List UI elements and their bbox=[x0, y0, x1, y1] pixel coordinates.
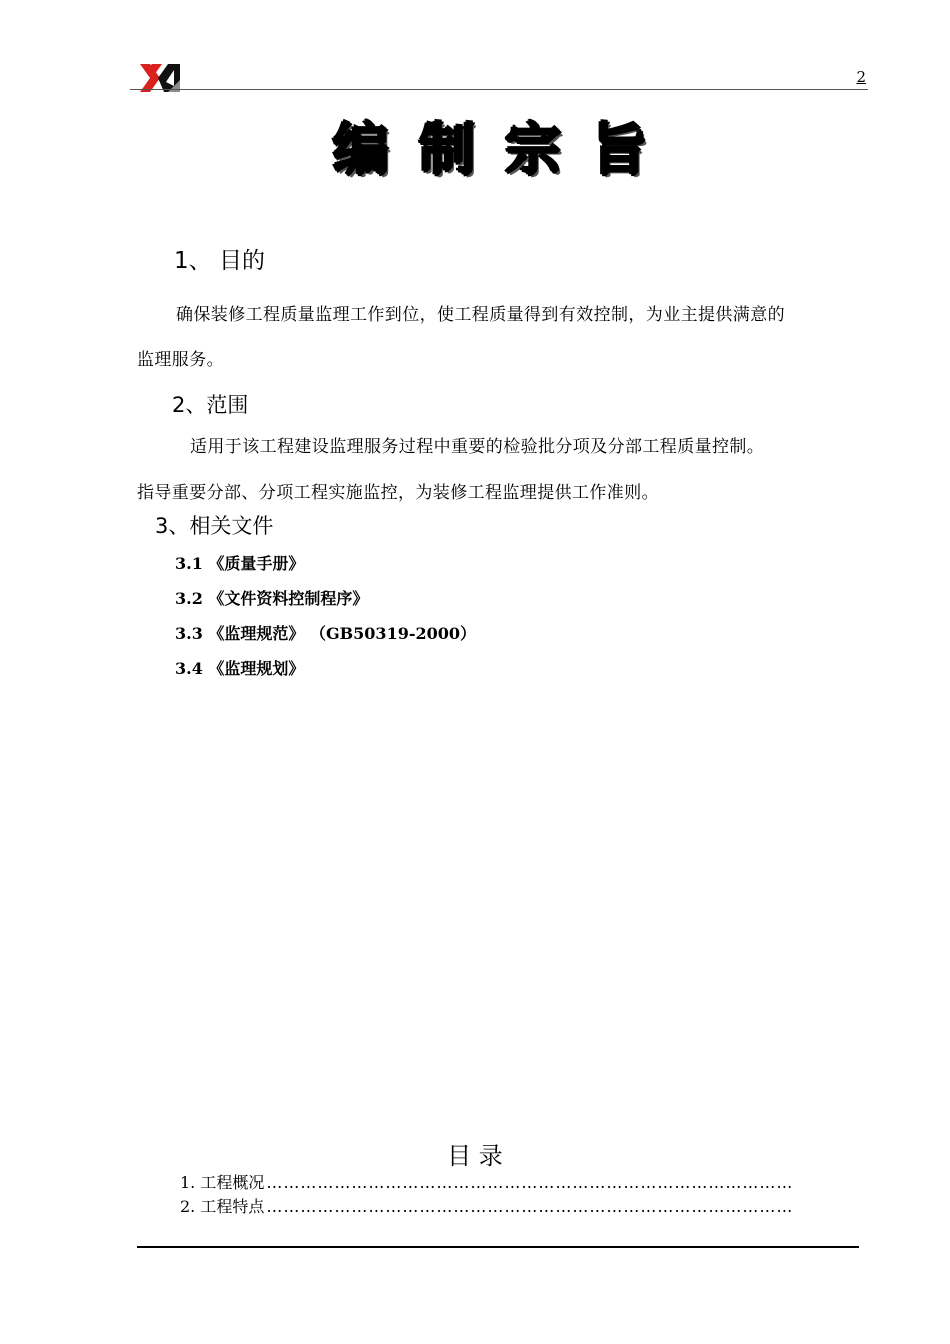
reference-item: 3.1 《质量手册》 bbox=[175, 554, 305, 573]
toc-leader-dots: ………………………………………………………………………………… bbox=[266, 1197, 794, 1216]
paragraph-line: 指导重要分部、分项工程实施监控，为装修工程监理提供工作准则。 bbox=[137, 483, 659, 503]
toc-entry[interactable] bbox=[180, 1194, 815, 1217]
toc-leader-dots: ………………………………………………………………………………… bbox=[266, 1173, 794, 1192]
section-heading-scope: 2、范围 bbox=[172, 393, 249, 417]
reference-item: 3.2 《文件资料控制程序》 bbox=[175, 589, 369, 608]
page-number: 2 bbox=[856, 68, 866, 86]
toc-entry-label: 2. 工程特点 bbox=[180, 1197, 265, 1216]
paragraph-line: 适用于该工程建设监理服务过程中重要的检验批分项及分部工程质量控制。 bbox=[190, 437, 765, 457]
toc-entry-label: 1. 工程概况 bbox=[180, 1173, 265, 1192]
section-heading-purpose: 1、 目的 bbox=[174, 248, 265, 274]
reference-item: 3.4 《监理规划》 bbox=[175, 659, 305, 678]
header-rule bbox=[130, 89, 868, 90]
footer-rule bbox=[137, 1246, 859, 1248]
paragraph-line: 监理服务。 bbox=[137, 350, 224, 370]
paragraph-line: 确保装修工程质量监理工作到位，使工程质量得到有效控制，为业主提供满意的 bbox=[176, 305, 785, 325]
section-heading-related-docs: 3、相关文件 bbox=[155, 514, 274, 538]
toc-entry[interactable] bbox=[180, 1170, 815, 1193]
page-title: 编制宗旨 bbox=[333, 118, 677, 183]
toc-title: 目 录 bbox=[447, 1142, 503, 1170]
reference-item: 3.3 《监理规范》 （GB50319-2000） bbox=[175, 624, 477, 643]
